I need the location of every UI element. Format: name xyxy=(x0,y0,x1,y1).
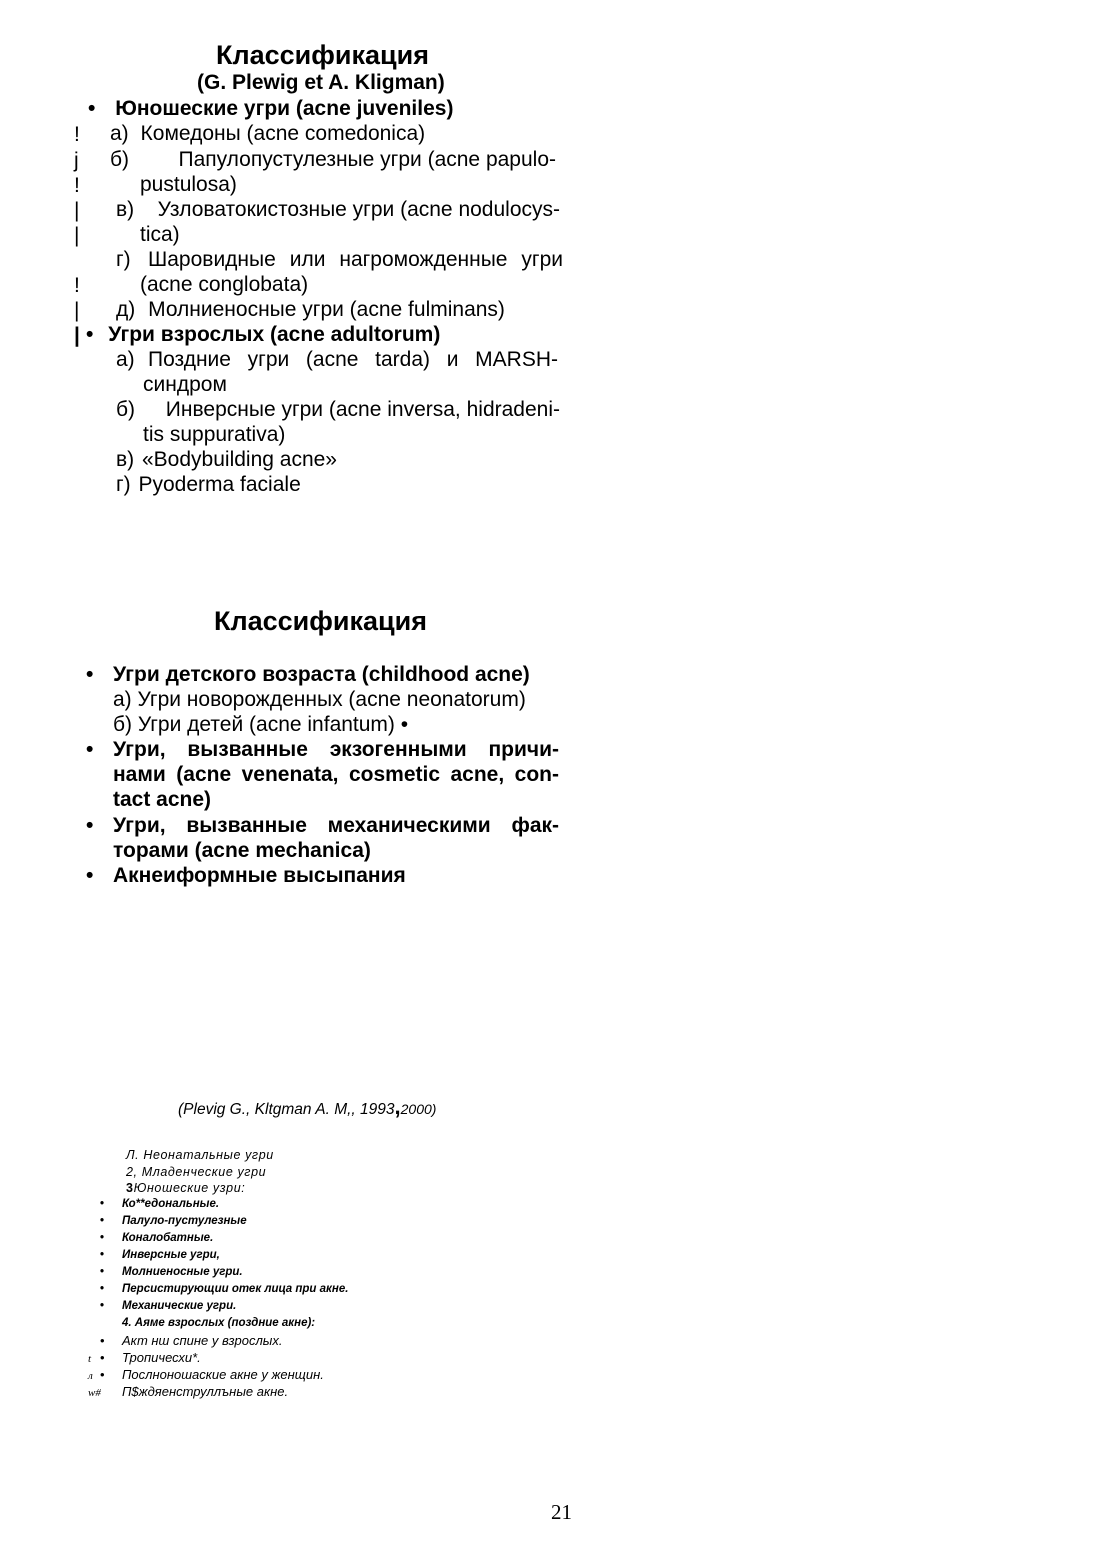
line-number: 3 xyxy=(126,1181,134,1195)
line-neonatal: Л. Неонатальные угри xyxy=(126,1148,274,1162)
item-text: Папулопустулезные угри (acne papulo- xyxy=(178,148,556,171)
bullet: • xyxy=(100,1249,105,1261)
item-text: Комедоны (acne comedonica) xyxy=(140,122,426,145)
bullet: • xyxy=(100,1266,105,1278)
margin-mark: | xyxy=(74,299,80,322)
item-comedonica xyxy=(110,122,425,146)
item-mechanical: Угри, вызванные механическими фак- xyxy=(113,814,559,837)
margin-mark: w# xyxy=(88,1387,101,1399)
list-item xyxy=(88,1384,324,1401)
bullet: • xyxy=(86,814,94,837)
bullet: • xyxy=(86,864,94,887)
item-neonatorum: а) Угри новорожденных (acne neonatorum) xyxy=(113,688,526,711)
item-text-cont: (acne conglobata) xyxy=(140,273,309,296)
item-letter: а) xyxy=(116,348,135,371)
list-item xyxy=(88,1367,324,1384)
bullet: • xyxy=(100,1333,105,1348)
list-item xyxy=(100,1198,348,1215)
item-letter: б) xyxy=(110,148,130,171)
item-text-cont: pustulosa) xyxy=(140,173,237,196)
section-2-title: Классификация xyxy=(214,606,427,636)
list-heading: 4. Аяме взрослых (поздние акне): xyxy=(122,1317,316,1329)
list-item xyxy=(100,1283,348,1300)
item-text: Инверсные угри (acne inversa, hidradeni- xyxy=(165,398,560,421)
item-text: Узловатокистозные угри (acne nodulocys- xyxy=(157,198,560,221)
item-text: Молниеносные угри (acne fulminans) xyxy=(148,298,505,321)
line-juvenile xyxy=(126,1181,245,1195)
item-inversa xyxy=(116,398,560,422)
citation-comma: , xyxy=(394,1094,401,1119)
item-fulminans xyxy=(116,298,505,322)
line-text: Юношеские узри: xyxy=(133,1181,246,1195)
item-letter: б) xyxy=(116,398,136,421)
bullet: • xyxy=(100,1198,105,1210)
group-juvenile xyxy=(88,97,453,121)
item-text: Тропичесхи*. xyxy=(122,1350,201,1365)
section-1-subtitle: (G. Plewig et A. Kligman) xyxy=(197,71,445,94)
bullet: • xyxy=(100,1367,105,1382)
item-text: Механические угри. xyxy=(122,1300,237,1312)
list-item xyxy=(100,1215,348,1232)
item-pyoderma xyxy=(116,473,301,497)
margin-mark: | xyxy=(74,199,80,222)
item-childhood: Угри детского возраста (childhood acne) xyxy=(113,663,530,686)
margin-mark: j xyxy=(74,149,79,172)
item-text-cont: tis suppurativa) xyxy=(143,423,286,446)
group-label: Угри взрослых (acne adultorum) xyxy=(108,323,441,346)
item-text: Коналобатные. xyxy=(122,1232,214,1244)
citation xyxy=(178,1094,436,1120)
group-label: Юношеские угри (acne juveniles) xyxy=(115,97,454,120)
item-conglobata xyxy=(116,248,563,272)
page-number: 21 xyxy=(551,1500,572,1524)
item-letter: в) xyxy=(116,198,135,221)
item-letter: г) xyxy=(116,248,131,271)
bullet: • xyxy=(88,97,96,120)
item-exogenous-cont: нами (acne venenata, cosmetic acne, con- xyxy=(113,763,559,786)
item-text: Послноношаские акне у женщин. xyxy=(122,1367,324,1382)
margin-mark: ! xyxy=(74,174,80,197)
item-text-cont: синдром xyxy=(143,373,227,396)
list-item xyxy=(100,1300,348,1317)
margin-mark: t xyxy=(88,1353,92,1365)
group-adultorum xyxy=(86,323,440,347)
list-item xyxy=(100,1266,348,1283)
item-text: Акт нш спине у взрослых. xyxy=(122,1333,283,1348)
bullet: • xyxy=(100,1232,105,1244)
item-text: Молниеносные угри. xyxy=(122,1266,243,1278)
item-exogenous: Угри, вызванные экзогенными причи- xyxy=(113,738,559,761)
margin-mark: л xyxy=(88,1370,93,1382)
item-text: Шаровидные или нагроможденные угри xyxy=(148,248,563,271)
item-text: Pyoderma faciale xyxy=(138,473,301,496)
item-text: Персистирующии отек лица при акне. xyxy=(122,1283,349,1295)
item-text: Палуло-пустулезные xyxy=(122,1215,247,1227)
small-bold-list xyxy=(100,1198,348,1334)
item-text: «Bodybuilding acne» xyxy=(142,448,337,471)
bullet: • xyxy=(100,1300,105,1312)
item-text: Поздние угри (acne tarda) и MARSH- xyxy=(148,348,558,371)
section-1-title: Классификация xyxy=(216,40,429,70)
item-text: Ко**едональные. xyxy=(122,1198,220,1210)
bullet: • xyxy=(100,1215,105,1227)
item-letter: д) xyxy=(116,298,136,321)
margin-mark: ! xyxy=(74,274,80,297)
small-italic-list xyxy=(88,1333,324,1401)
list-item xyxy=(88,1333,324,1350)
bullet: • xyxy=(100,1350,105,1365)
item-text: П$ждяенструллъные акне. xyxy=(122,1384,289,1399)
bullet: • xyxy=(86,323,94,346)
item-infantum: б) Угри детей (acne infantum) • xyxy=(113,713,409,736)
list-item xyxy=(88,1350,324,1367)
item-acneiform: Акнеиформные высыпания xyxy=(113,864,406,887)
citation-text: (Plevig G., Kltgman A. M,, 1993 xyxy=(178,1101,395,1118)
bullet: • xyxy=(86,738,94,761)
bullet: • xyxy=(100,1283,105,1295)
item-exogenous-cont: tact acne) xyxy=(113,788,212,811)
margin-mark: | xyxy=(74,324,80,347)
item-bodybuilding xyxy=(116,448,337,472)
bullet: • xyxy=(86,663,94,686)
item-text-cont: tica) xyxy=(140,223,180,246)
item-tarda xyxy=(116,348,558,372)
margin-mark: | xyxy=(74,224,80,247)
line-infantile: 2, Младенческие угри xyxy=(126,1165,267,1179)
item-text: Инверсные угри, xyxy=(122,1249,220,1261)
citation-year: 2000) xyxy=(400,1101,437,1117)
margin-mark: ! xyxy=(74,123,80,146)
item-papulopustulosa xyxy=(110,148,556,172)
item-letter: в) xyxy=(116,448,135,471)
item-letter: а) xyxy=(110,122,129,145)
list-item xyxy=(100,1249,348,1266)
item-letter: г) xyxy=(116,473,131,496)
item-nodulocystica xyxy=(116,198,560,222)
list-item xyxy=(100,1232,348,1249)
item-mechanical-cont: торами (acne mechanica) xyxy=(113,839,371,862)
